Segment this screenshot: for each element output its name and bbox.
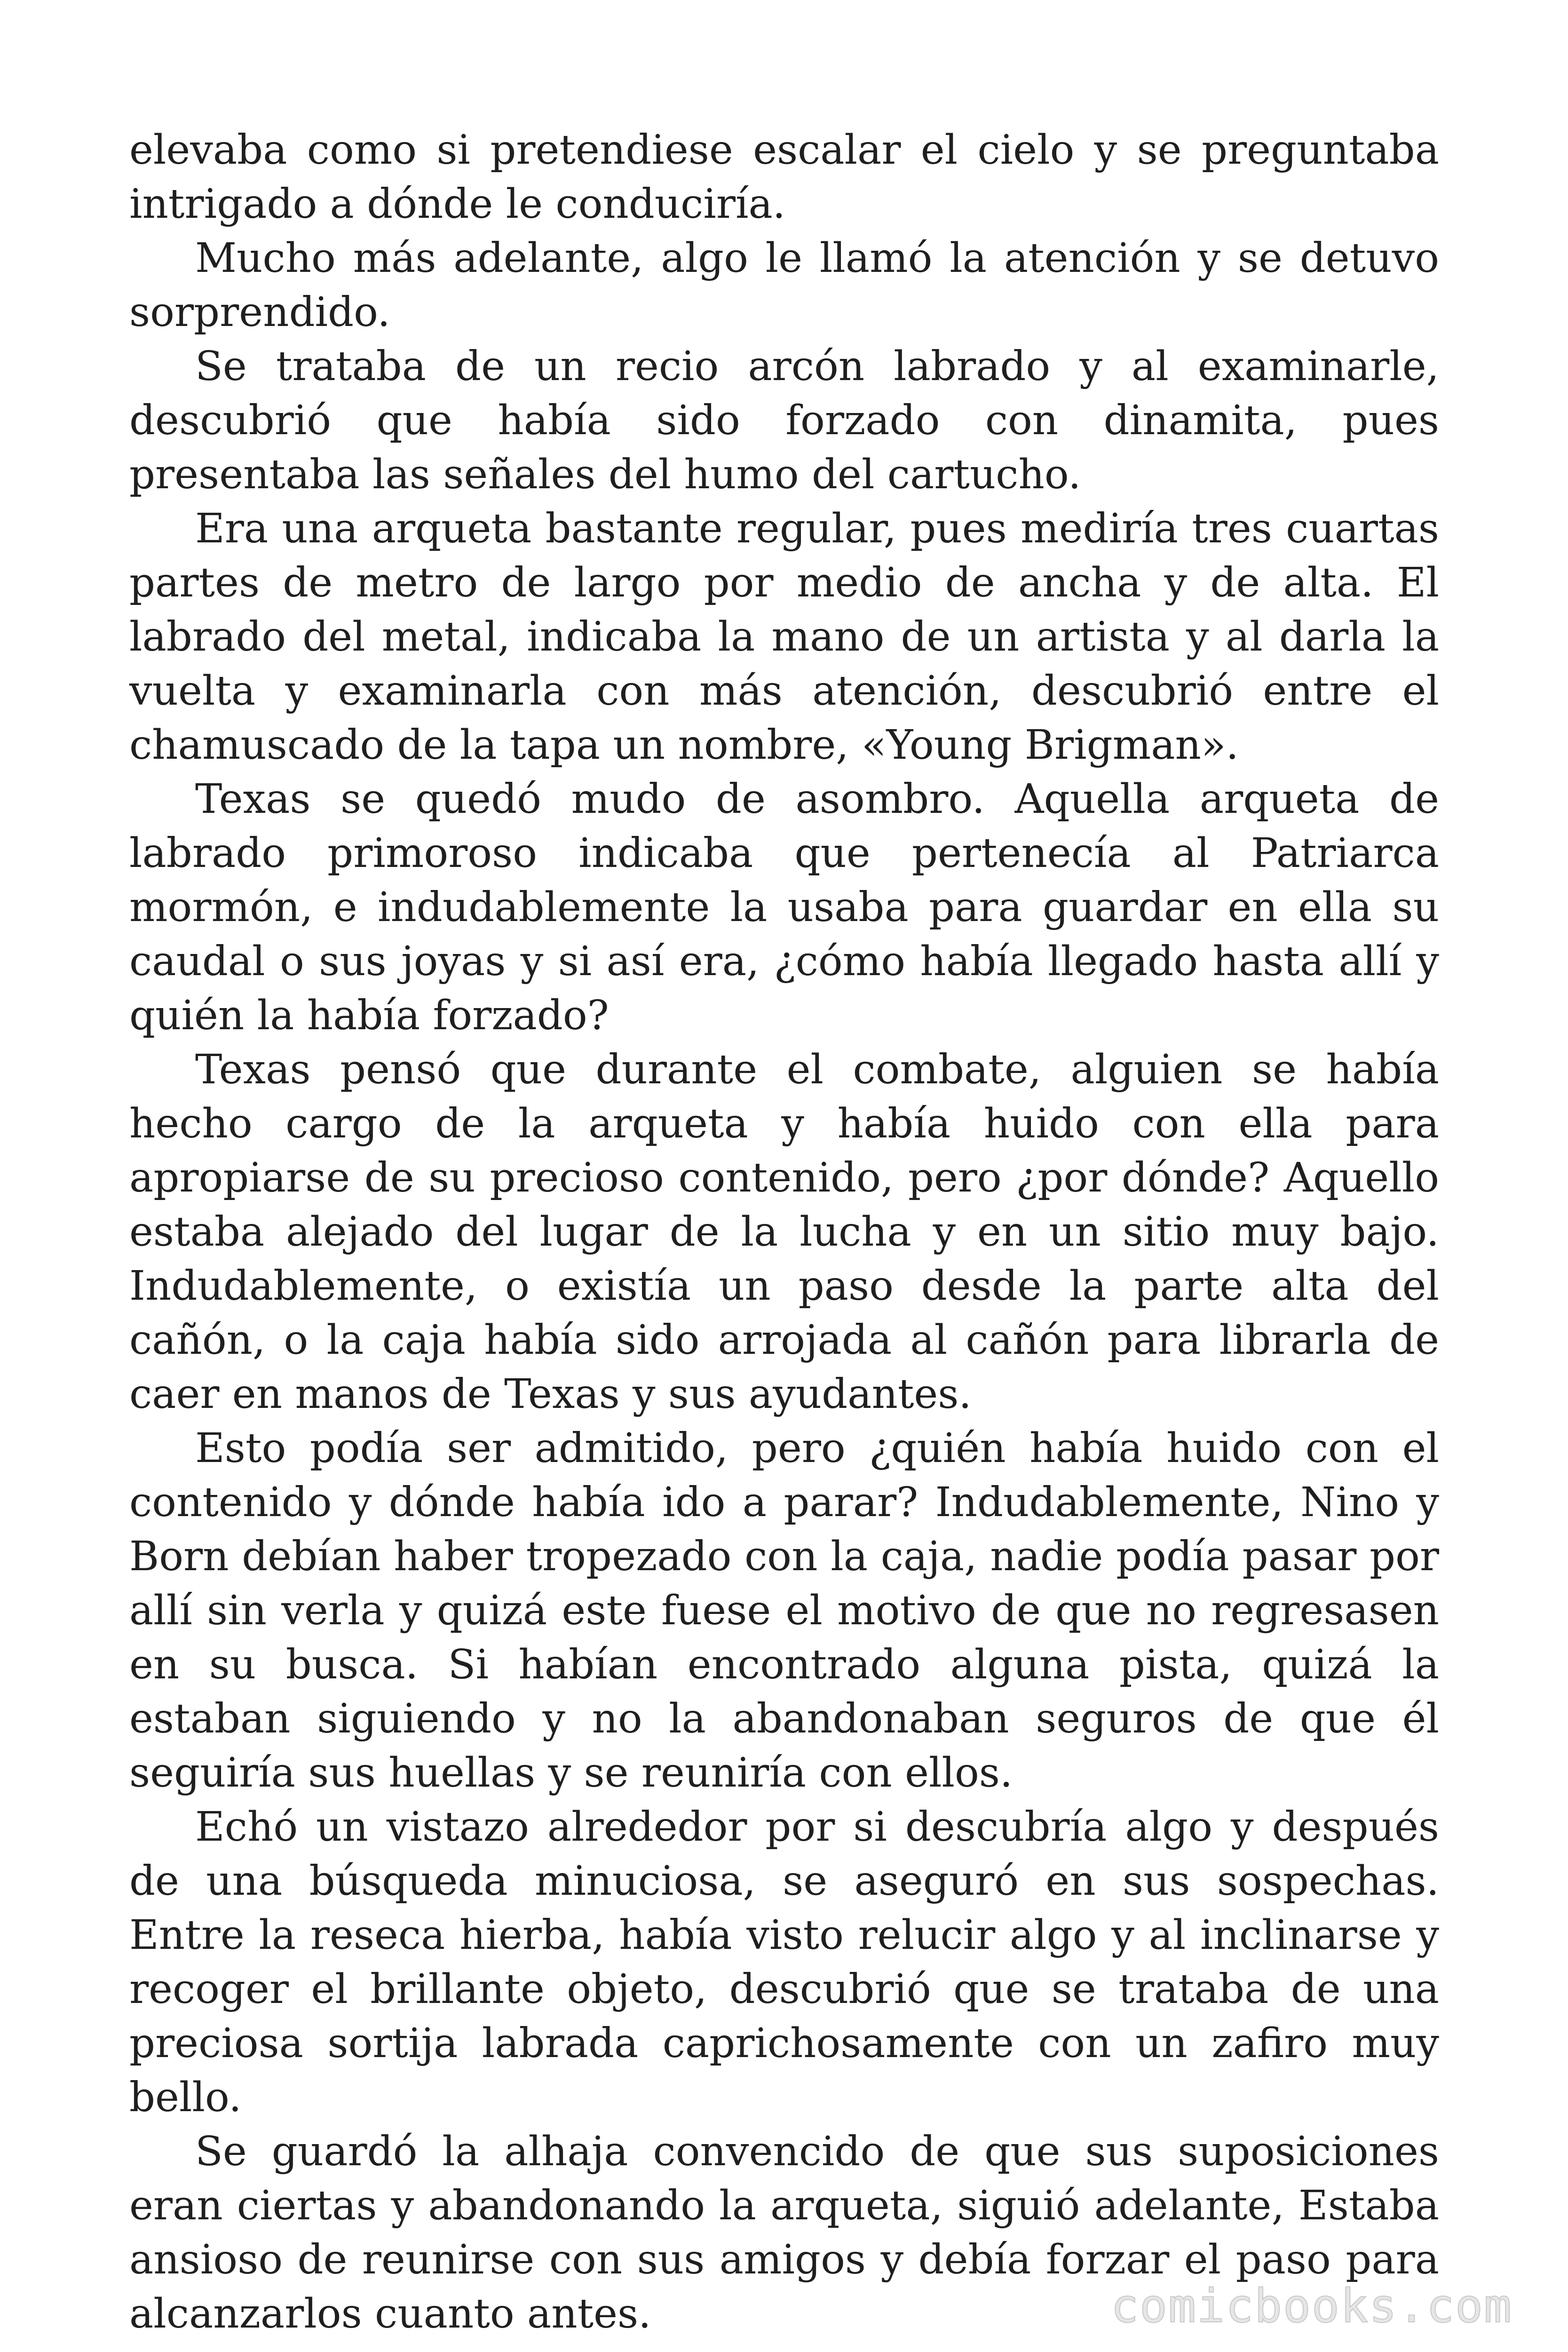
paragraph: Mucho más adelante, algo le llamó la atención y se detuvo sorprendido. (129, 235, 1439, 336)
paragraph: Era una arqueta bastante regular, pues mediría tres cuartas partes de metro de largo por medio de ancha y de alta. El labrado del metal, indicaba la mano de un artista y al darla la vuelta y examinarla con más atención, descubrió entre el chamuscado de la tapa un nombre, «Young Brigman». (129, 505, 1439, 769)
book-page-text (129, 123, 1439, 2341)
paragraph: Se trataba de un recio arcón labrado y al examinarle, descubrió que había sido forzado con dinamita, pues presentaba las señales del humo del cartucho. (129, 343, 1439, 498)
paragraph-continuation: elevaba como si pretendiese escalar el cielo y se preguntaba intrigado a dónde le conduciría. (129, 127, 1439, 228)
watermark-text: comicbooks.com (1110, 2280, 1513, 2333)
paragraph: Texas pensó que durante el combate, alguien se había hecho cargo de la arqueta y había huido con ella para apropiarse de su precioso contenido, pero ¿por dónde? Aquello estaba alejado del lugar de la lucha y en un sitio muy bajo. Indudablemente, o existía un paso desde la parte alta del cañón, o la caja había sido arrojada al cañón para librarla de caer en manos de Texas y sus ayudantes. (129, 1046, 1439, 1418)
paragraph: Se guardó la alhaja convencido de que sus suposiciones eran ciertas y abandonando la arqueta, siguió adelante, Estaba ansioso de reunirse con sus amigos y debía forzar el paso para alcanzarlos cuanto antes. (129, 2128, 1439, 2337)
paragraph: Texas se quedó mudo de asombro. Aquella arqueta de labrado primoroso indicaba que pertenecía al Patriarca mormón, e indudablemente la usaba para guardar en ella su caudal o sus joyas y si así era, ¿cómo había llegado hasta allí y quién la había forzado? (129, 776, 1439, 1039)
paragraph: Echó un vistazo alrededor por si descubría algo y después de una búsqueda minuciosa, se aseguró en sus sospechas. Entre la reseca hierba, había visto relucir algo y al inclinarse y recoger el brillante objeto, descubrió que se trataba de una preciosa sortija labrada caprichosamente con un zafiro muy bello. (129, 1804, 1439, 2121)
paragraph: Esto podía ser admitido, pero ¿quién había huido con el contenido y dónde había ido a parar? Indudablemente, Nino y Born debían haber tropezado con la caja, nadie podía pasar por allí sin verla y quizá este fuese el motivo de que no regresasen en su busca. Si habían encontrado alguna pista, quizá la estaban siguiendo y no la abandonaban seguros de que él seguiría sus huellas y se reuniría con ellos. (129, 1425, 1439, 1796)
